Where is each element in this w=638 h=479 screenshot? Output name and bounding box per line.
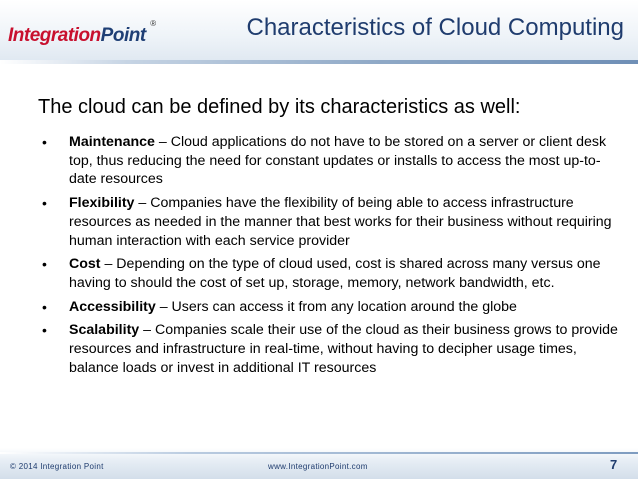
integrationpoint-logo: [8, 19, 156, 49]
bullet-text: – Depending on the type of cloud used, cost is shared across many versus one having to should the cost of set up, storage, memory, network bandwidth, etc.: [69, 256, 601, 291]
bullet-item-accessibility: [40, 298, 620, 317]
registered-mark: ®: [150, 19, 156, 28]
slide-title: Characteristics of Cloud Computing: [246, 14, 624, 41]
bullet-term: Accessibility: [69, 298, 156, 315]
logo-text-point: Point: [100, 25, 146, 46]
logo-text-integration: Integration: [8, 25, 101, 46]
website-url: www.IntegrationPoint.com: [268, 462, 368, 471]
bullet-term: Cost: [69, 256, 101, 273]
footer-divider: [0, 452, 638, 454]
bullet-list: [40, 133, 620, 382]
bullet-term: Flexibility: [69, 195, 135, 212]
bullet-term: Maintenance: [69, 134, 155, 150]
bullet-icon: •: [42, 195, 47, 212]
bullet-icon: •: [42, 298, 47, 315]
bullet-text: – Cloud applications do not have to be stored on a server or client desk top, thus reducing the need for constant updates or installs to access the most up-to-date resources: [69, 134, 607, 188]
bullet-item-flexibility: [40, 194, 620, 250]
bullet-text: – Companies scale their use of the cloud as their business grows to provide resources and infrastructure in real-time, without having to decipher usage times, balance loads or invest in additional IT resources: [69, 322, 618, 376]
bullet-text: – Users can access it from any location around the globe: [155, 298, 517, 315]
header-divider: [0, 60, 638, 64]
intro-text: The cloud can be defined by its characteristics as well:: [38, 96, 521, 118]
bullet-icon: •: [42, 322, 47, 339]
copyright-text: © 2014 Integration Point: [10, 462, 104, 471]
bullet-item-scalability: [40, 321, 620, 377]
bullet-item-cost: [40, 255, 620, 292]
bullet-item-maintenance: [40, 133, 620, 189]
bullet-icon: •: [42, 256, 47, 273]
bullet-icon: •: [42, 134, 47, 150]
page-number: 7: [610, 457, 618, 472]
bullet-term: Scalability: [69, 322, 140, 339]
bullet-text: – Companies have the flexibility of being able to access infrastructure resources as needed in the manner that best works for their business without requiring human interaction with each service provider: [69, 195, 612, 249]
